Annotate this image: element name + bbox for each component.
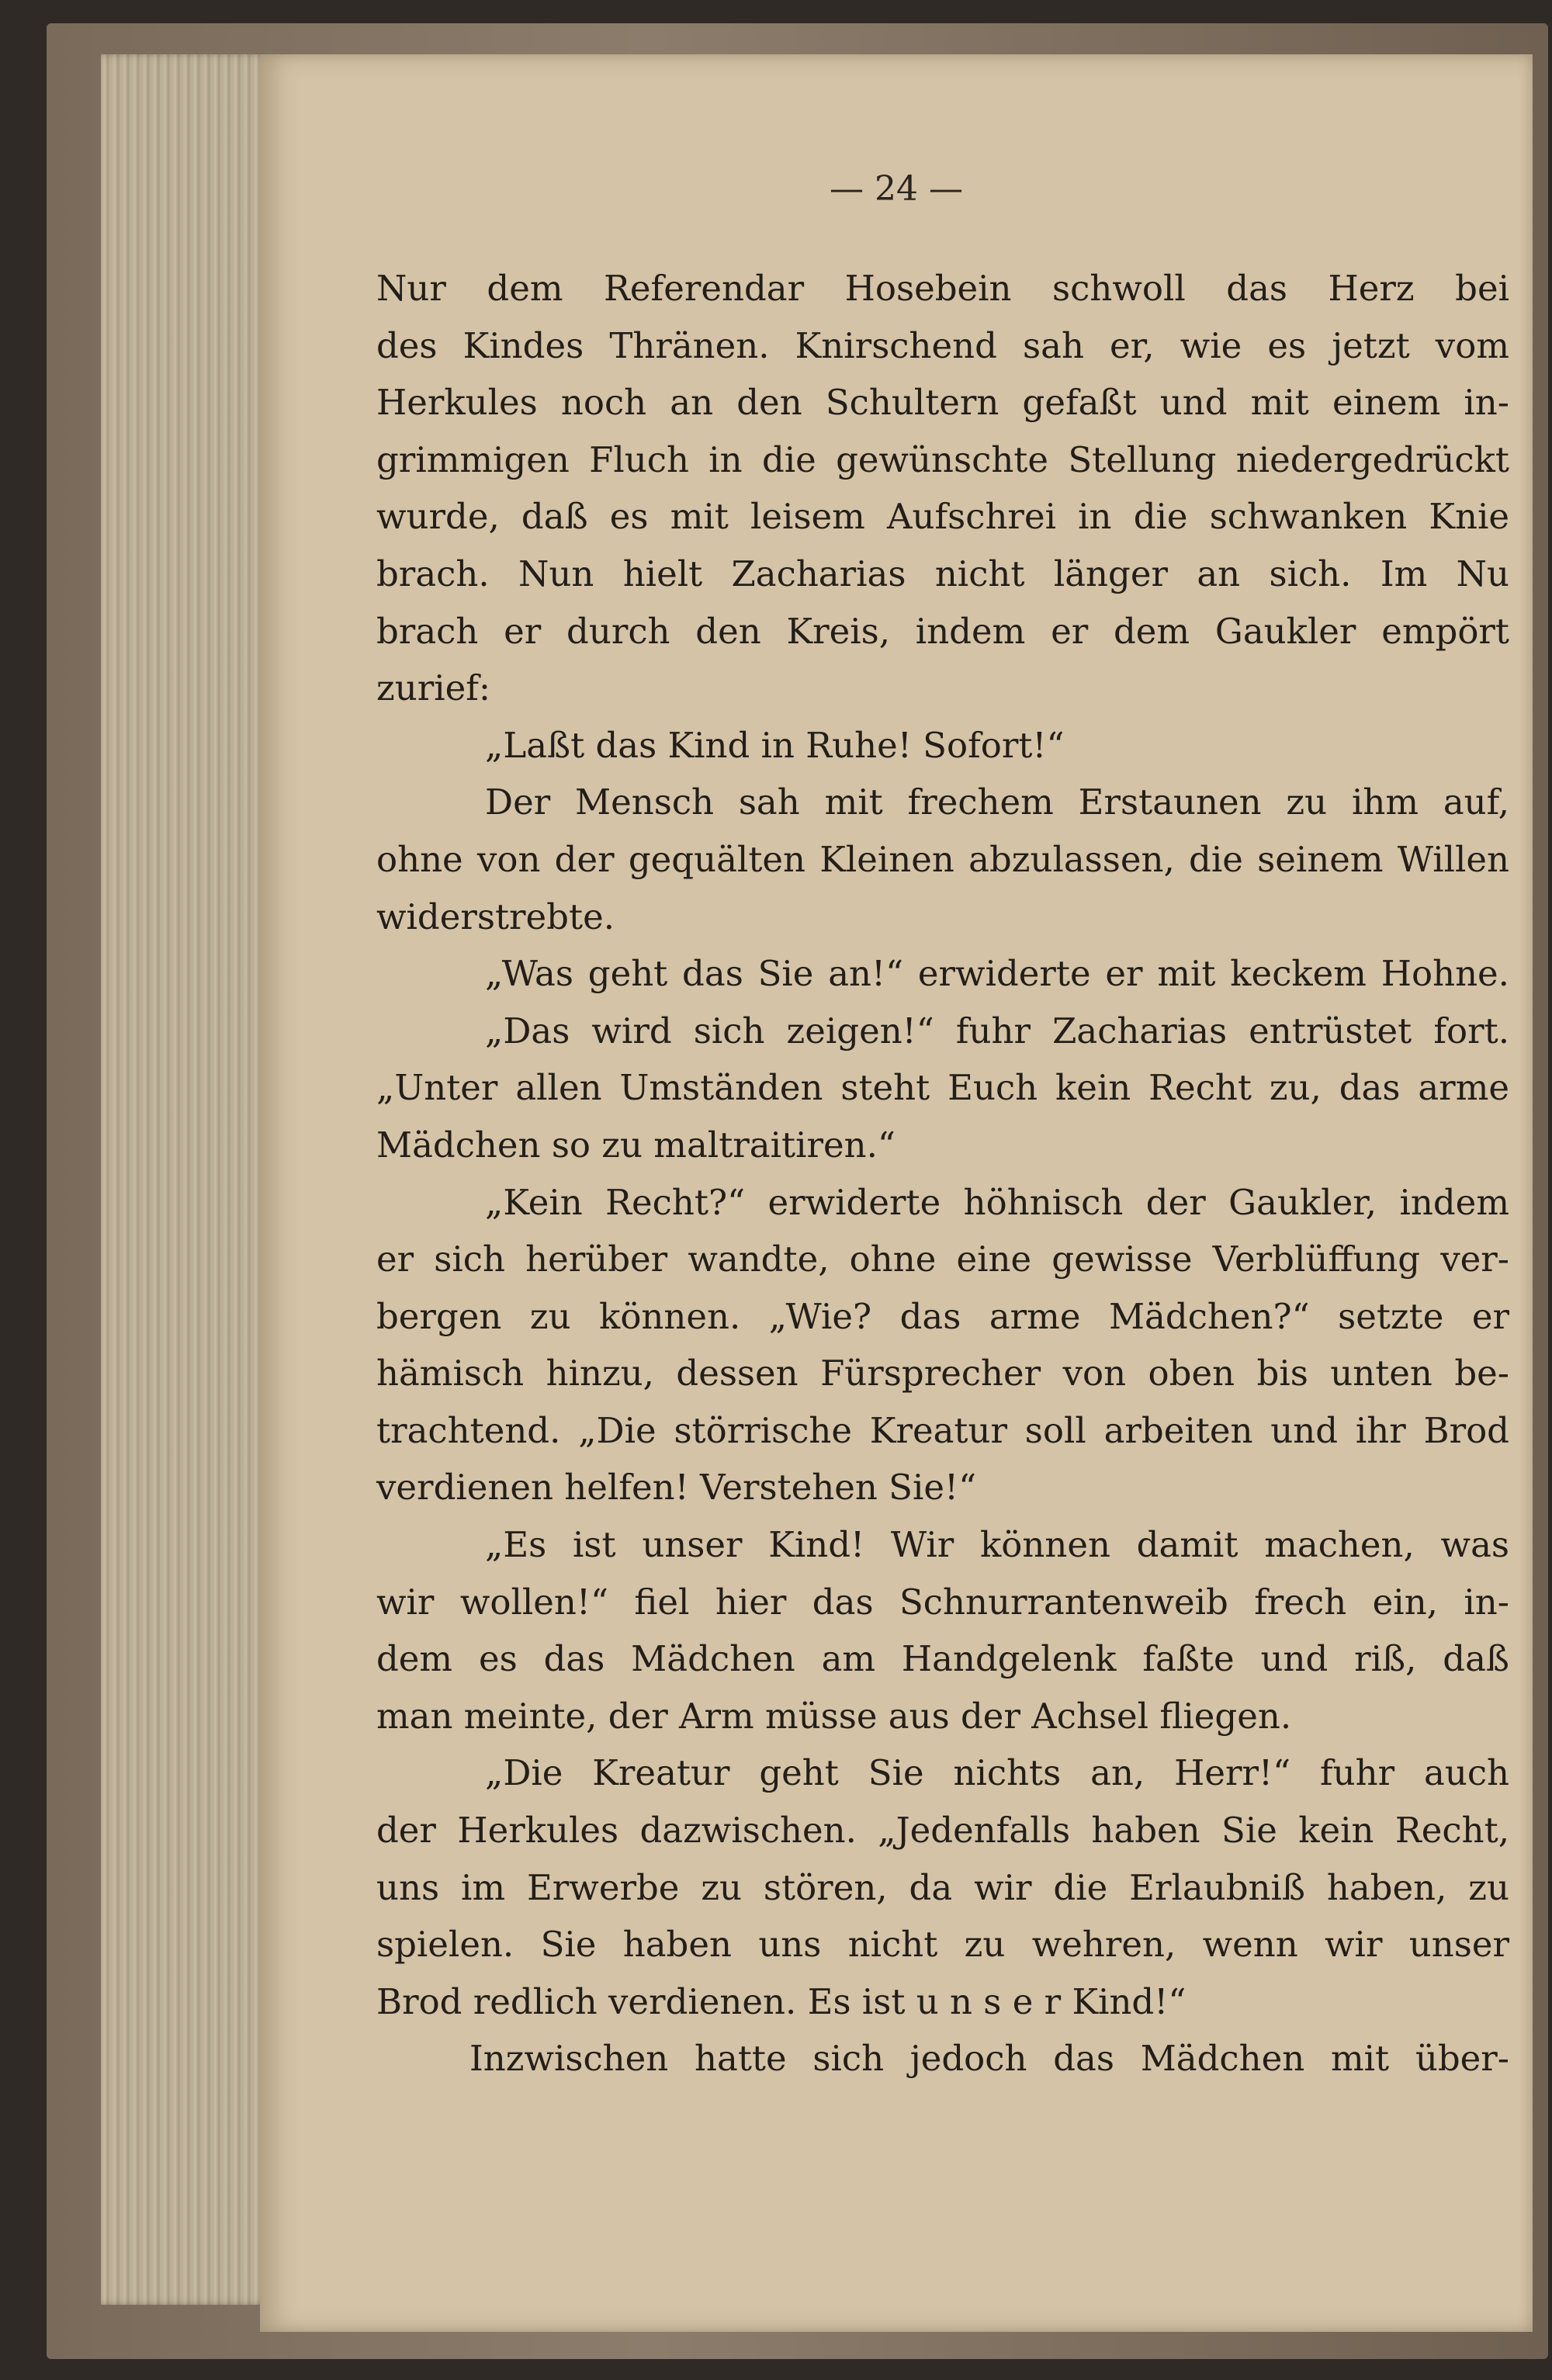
- text-line: Herkules noch an den Schultern gefaßt und mit einem in-: [376, 382, 1509, 424]
- text-line: „Die Kreatur geht Sie nichts an, Herr!“ fuhr auch: [485, 1752, 1509, 1794]
- text-line: zurief:: [376, 667, 491, 709]
- text-line: brach er durch den Kreis, indem er dem Gaukler empört: [376, 610, 1509, 652]
- text-line: „Kein Recht?“ erwiderte höhnisch der Gaukler, indem: [485, 1181, 1509, 1223]
- text-line: „Laßt das Kind in Ruhe! Sofort!“: [485, 724, 1065, 766]
- text-line: hämisch hinzu, dessen Fürsprecher von oben bis unten be-: [376, 1353, 1509, 1394]
- page-edges: [101, 54, 279, 2305]
- text-line: wurde, daß es mit leisem Aufschrei in die schwanken Knie: [376, 496, 1509, 538]
- text-line: verdienen helfen! Verstehen Sie!“: [376, 1467, 977, 1509]
- text-line: „Es ist unser Kind! Wir können damit machen, was: [485, 1524, 1509, 1566]
- text-line: grimmigen Fluch in die gewünschte Stellung niedergedrückt: [376, 438, 1509, 480]
- text-line: dem es das Mädchen am Handgelenk faßte und riß, daß: [376, 1638, 1509, 1680]
- text-line: widerstrebte.: [376, 896, 615, 937]
- text-line: Mädchen so zu maltraitiren.“: [376, 1124, 896, 1166]
- text-line: „Unter allen Umständen steht Euch kein Recht zu, das arme: [376, 1067, 1509, 1109]
- text-line: bergen zu können. „Wie? das arme Mädchen?“ setzte er: [376, 1295, 1509, 1337]
- text-line: man meinte, der Arm müsse aus der Achsel fliegen.: [376, 1695, 1292, 1737]
- text-line: der Herkules dazwischen. „Jedenfalls haben Sie kein Recht,: [376, 1810, 1509, 1852]
- body-text: [376, 260, 1509, 2087]
- text-line: brach. Nun hielt Zacharias nicht länger an sich. Im Nu: [376, 553, 1509, 594]
- text-line: wir wollen!“ fiel hier das Schnurrantenweib frech ein, in-: [376, 1581, 1509, 1623]
- text-line: ohne von der gequälten Kleinen abzulassen, die seinem Willen: [376, 838, 1509, 880]
- text-line: Brod redlich verdienen. Es ist u n s e r Kind!“: [376, 1980, 1187, 2022]
- text-line: Nur dem Referendar Hosebein schwoll das Herz bei: [376, 268, 1509, 309]
- text-line: des Kindes Thränen. Knirschend sah er, wie es jetzt vom: [376, 324, 1509, 366]
- page-number: — 24 —: [830, 169, 963, 209]
- book-page: [260, 54, 1533, 2332]
- text-line: Inzwischen hatte sich jedoch das Mädchen mit über-: [469, 2038, 1509, 2080]
- text-line: spielen. Sie haben uns nicht zu wehren, wenn wir unser: [376, 1924, 1509, 1966]
- text-line: trachtend. „Die störrische Kreatur soll arbeiten und ihr Brod: [376, 1409, 1509, 1451]
- text-line: „Was geht das Sie an!“ erwiderte er mit keckem Hohne.: [485, 953, 1509, 995]
- text-line: er sich herüber wandte, ohne eine gewisse Verblüffung ver-: [376, 1239, 1509, 1280]
- text-line: uns im Erwerbe zu stören, da wir die Erlaubniß haben, zu: [376, 1866, 1509, 1908]
- text-line: Der Mensch sah mit frechem Erstaunen zu ihm auf,: [485, 781, 1509, 823]
- text-line: „Das wird sich zeigen!“ fuhr Zacharias entrüstet fort.: [485, 1010, 1509, 1051]
